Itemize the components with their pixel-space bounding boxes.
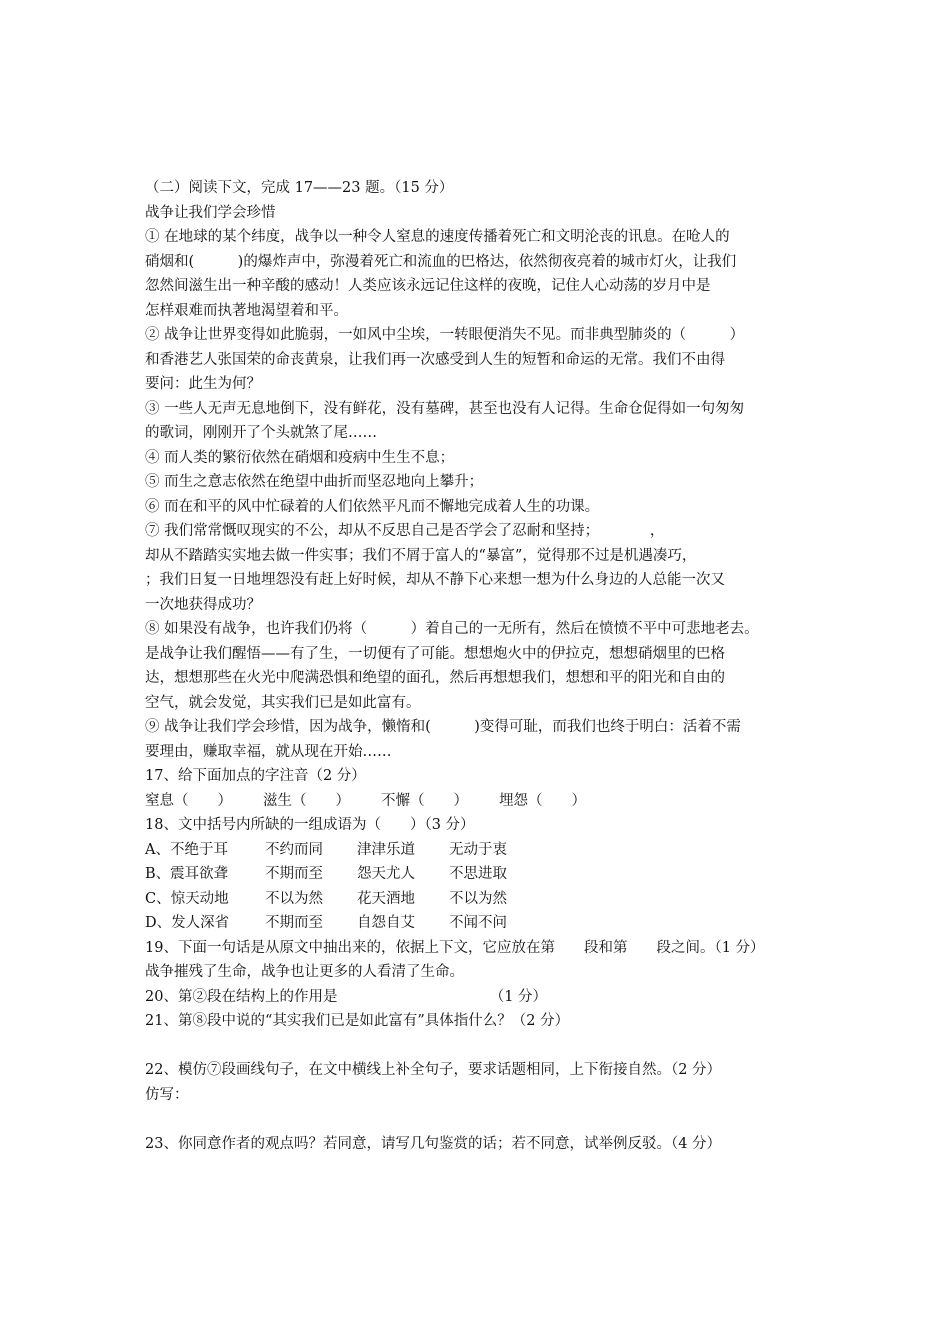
article-title: 战争让我们学会珍惜: [145, 204, 276, 221]
paragraph-line: 要问：此生为何？: [145, 376, 261, 392]
pinyin-items: [145, 789, 805, 814]
answer-label: 仿写：: [145, 1086, 189, 1103]
paragraph-line: ；我们日复一日地埋怨没有赶上好时候，却从不静下心来想一想为什么身边的人总能一次又: [145, 572, 725, 588]
paragraph-5: ⑤ 而生之意志依然在绝望中曲折而坚忍地向上攀升；: [145, 474, 484, 490]
question-text: 19、下面一句话是从原文中抽出来的，依据上下文，它应放在第 段和第 段之间。（1 分）: [145, 939, 765, 956]
option-term: 不以为然: [265, 890, 323, 907]
option-row: [145, 862, 805, 887]
option-term: B、震耳欲聋: [145, 866, 229, 882]
question-22: [145, 1058, 805, 1107]
paragraph-line: ② 战争让世界变得如此脆弱，一如风中尘埃，一转眼便消失不见。而非典型肺炎的（ ）: [145, 327, 745, 343]
option-term: 不约而同: [265, 841, 323, 858]
paragraph-line: 和香港艺人张国荣的命丧黄泉，让我们再一次感受到人生的短暂和命运的无常。我们不由得: [145, 351, 725, 368]
option-term: 不闻不问: [449, 915, 507, 931]
paragraph-2: [145, 323, 805, 397]
answer-space: [145, 1034, 805, 1059]
option-term: 不期而至: [265, 915, 323, 931]
paragraph-4: ④ 而人类的繁衍依然在硝烟和疫病中生生不息；: [145, 449, 455, 466]
question-21: 21、第⑧段中说的“其实我们已是如此富有”具体指什么？（2 分）: [145, 1013, 570, 1029]
paragraph-line: ⑦ 我们常常慨叹现实的不公，却从不反思自己是否学会了忍耐和坚持； ，: [145, 523, 665, 539]
paragraph-line: ⑧ 如果没有战争，也许我们仍将（ ）着自己的一无所有，然后在愤愤不平中可悲地老去。: [145, 621, 759, 637]
option-term: 不以为然: [449, 890, 507, 907]
document-page: [145, 176, 805, 1156]
option-term: 津津乐道: [357, 841, 415, 858]
question-17: [145, 764, 805, 813]
option-term: 不思进取: [449, 866, 507, 882]
question-text: 22、模仿⑦段画线句子，在文中横线上补全句子，要求话题相同，上下衔接自然。（2 分）: [145, 1062, 722, 1078]
paragraph-line: 达，想想那些在火光中爬满恐惧和绝望的面孔，然后再想想我们，想想和平的阳光和自由的: [145, 670, 725, 686]
paragraph-8: [145, 617, 805, 715]
question-text: 18、文中括号内所缺的一组成语为（ ）（3 分）: [145, 817, 475, 833]
paragraph-line: 要理由，赚取幸福，就从现在开始……: [145, 743, 392, 760]
question-23: 23、你同意作者的观点吗？若同意，请写几句鉴赏的话；若不同意，试举例反驳。（4 分）: [145, 1135, 722, 1152]
paragraph-3: [145, 397, 805, 446]
paragraph-line: 空气，就会发觉，其实我们已是如此富有。: [145, 694, 421, 711]
option-row: [145, 838, 805, 863]
paragraph-line: 硝烟和( )的爆炸声中，弥漫着死亡和流血的巴格达，依然彻夜亮着的城市灯火，让我们: [145, 253, 737, 270]
answer-space: [145, 1107, 805, 1132]
paragraph-line: 是战争让我们醒悟——有了生，一切便有了可能。想想炮火中的伊拉克，想想硝烟里的巴格: [145, 645, 725, 662]
option-row: [145, 887, 805, 912]
paragraph-line: ⑨ 战争让我们学会珍惜，因为战争，懒惰和( )变得可耻，而我们也终于明白：活着不需: [145, 719, 741, 735]
question-20: 20、第②段在结构上的作用是 （1 分）: [145, 988, 548, 1005]
paragraph-line: 的歌词，刚刚开了个头就煞了尾……: [145, 425, 377, 441]
question-19: [145, 936, 805, 985]
option-term: D、发人深省: [145, 915, 230, 931]
question-text: 17、给下面加点的字注音（2 分）: [145, 768, 366, 784]
option-term: 怨天尤人: [357, 866, 415, 882]
option-term: 花天酒地: [357, 890, 415, 907]
paragraph-line: 却从不踏踏实实地去做一件实事；我们不屑于富人的“暴富”，觉得那不过是机遇凑巧，: [145, 547, 697, 564]
paragraph-1: [145, 225, 805, 323]
paragraph-line: 怎样艰难而执著地渴望着和平。: [145, 302, 348, 319]
pinyin-item: 埋怨（ ）: [499, 792, 586, 809]
option-term: C、惊天动地: [145, 890, 229, 907]
pinyin-item: 不懈（ ）: [381, 792, 468, 809]
paragraph-9: [145, 715, 805, 764]
question-sentence: 战争摧残了生命，战争也让更多的人看清了生命。: [145, 964, 464, 980]
pinyin-item: 窒息（ ）: [145, 792, 232, 809]
option-term: 自怨自艾: [357, 915, 415, 931]
option-term: 不期而至: [265, 866, 323, 882]
section-header: （二）阅读下文，完成 17——23 题。（15 分）: [145, 180, 454, 196]
pinyin-item: 滋生（ ）: [263, 792, 350, 809]
paragraph-7: [145, 519, 805, 617]
option-term: 无动于衷: [449, 841, 507, 858]
paragraph-line: 忽然间滋生出一种辛酸的感动！人类应该永远记住这样的夜晚，记住人心动荡的岁月中是: [145, 278, 711, 294]
paragraph-6: ⑥ 而在和平的风中忙碌着的人们依然平凡而不懈地完成着人生的功课。: [145, 498, 600, 515]
paragraph-line: 一次地获得成功？: [145, 596, 261, 613]
question-18: [145, 813, 805, 936]
paragraph-line: ③ 一些人无声无息地倒下，没有鲜花，没有墓碑，甚至也没有人记得。生命仓促得如一句匆匆: [145, 400, 745, 417]
option-term: A、不绝于耳: [145, 841, 228, 858]
paragraph-line: ① 在地球的某个纬度，战争以一种令人窒息的速度传播着死亡和文明沦丧的讯息。在呛人的: [145, 229, 730, 245]
option-row: [145, 911, 805, 936]
